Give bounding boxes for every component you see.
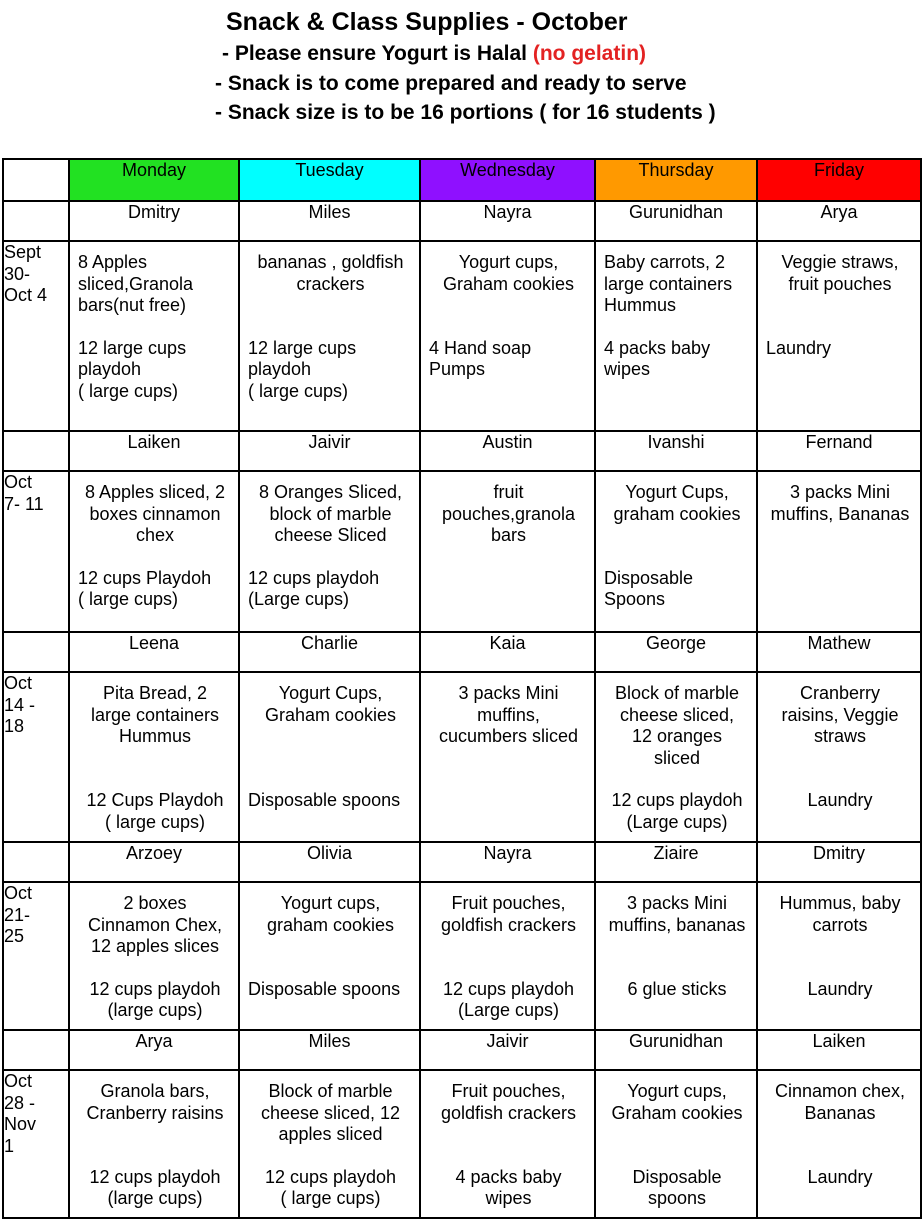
- snack-text: 8 Apples sliced, 2 boxes cinnamon chex: [84, 482, 226, 545]
- student-name: Arya: [69, 1030, 239, 1070]
- assignment-content: [758, 472, 920, 574]
- assignment-cell: [757, 882, 921, 1030]
- name-row: [3, 632, 921, 672]
- snack-text: fruit pouches,granola bars: [441, 482, 576, 545]
- cell-gap: [78, 748, 232, 791]
- student-name: Dmitry: [757, 842, 921, 882]
- assignment-cell: [420, 1070, 595, 1218]
- supply-text: 12 cups playdoh (Large cups): [248, 567, 380, 609]
- cell-gap: [429, 1124, 588, 1167]
- student-name: Nayra: [420, 201, 595, 241]
- day-header-tuesday: Tuesday: [239, 159, 420, 201]
- cell-gap: [78, 1124, 232, 1167]
- assignment-cell: [69, 471, 239, 632]
- name-row: [3, 842, 921, 882]
- cell-gap: [78, 317, 232, 338]
- cell-gap: [604, 1124, 750, 1167]
- cell-gap: [248, 295, 413, 338]
- snack-text: Pita Bread, 2 large containers Hummus: [90, 683, 220, 746]
- snack-text: Veggie straws, fruit pouches: [781, 252, 899, 294]
- cell-gap: [766, 748, 914, 791]
- assignment-content: [421, 472, 594, 574]
- student-name: Jaivir: [420, 1030, 595, 1070]
- student-name: Mathew: [757, 632, 921, 672]
- day-header-friday: Friday: [757, 159, 921, 201]
- week-row: [3, 672, 921, 842]
- week-dates: Oct 14 - 18: [3, 672, 69, 842]
- cell-gap: [429, 547, 588, 568]
- snack-text: Baby carrots, 2 large containers Hummus: [604, 252, 733, 315]
- student-name: Fernand: [757, 431, 921, 471]
- student-name: Ivanshi: [595, 431, 757, 471]
- cell-gap: [248, 547, 413, 568]
- supply-text: 4 packs baby wipes: [604, 337, 711, 379]
- cell-gap: [78, 547, 232, 568]
- assignment-content: [758, 883, 920, 1006]
- week-row: [3, 241, 921, 431]
- assignment-cell: [239, 672, 420, 842]
- day-header-monday: Monday: [69, 159, 239, 201]
- snack-text: 3 packs Mini muffins, bananas: [608, 893, 746, 935]
- snack-text: 8 Oranges Sliced, block of marble cheese Sliced: [258, 482, 403, 545]
- cell-gap: [248, 936, 413, 979]
- name-row: [3, 1030, 921, 1070]
- assignment-cell: [595, 241, 757, 431]
- student-name: Arzoey: [69, 842, 239, 882]
- assignment-cell: [757, 1070, 921, 1218]
- snack-text: Cranberry raisins, Veggie straws: [781, 683, 899, 746]
- week-dates: Oct 28 - Nov 1: [3, 1070, 69, 1218]
- day-header-row: [3, 159, 921, 201]
- assignment-cell: [69, 1070, 239, 1218]
- assignment-cell: [420, 882, 595, 1030]
- assignment-cell: [757, 672, 921, 842]
- assignment-cell: [69, 672, 239, 842]
- snack-text: 3 packs Mini muffins, cucumbers sliced: [438, 683, 579, 746]
- week-row: [3, 471, 921, 632]
- assignment-content: [240, 242, 419, 408]
- schedule-table: [2, 158, 922, 1219]
- header: [0, 0, 922, 158]
- assignment-cell: [239, 1070, 420, 1218]
- assignment-content: [758, 673, 920, 818]
- cell-gap: [766, 295, 914, 338]
- cell-gap: [766, 525, 914, 568]
- assignment-content: [596, 673, 756, 839]
- snack-text: 2 boxes Cinnamon Chex, 12 apples slices: [87, 893, 223, 956]
- name-row-blank: [3, 632, 69, 672]
- note-halal-red: (no gelatin): [532, 42, 647, 65]
- cell-gap: [429, 936, 588, 979]
- note-prepared: - Snack is to come prepared and ready to serve: [215, 72, 687, 95]
- assignment-cell: [757, 471, 921, 632]
- name-row: [3, 431, 921, 471]
- assignment-content: [70, 242, 238, 408]
- cell-gap: [604, 525, 750, 568]
- week-row: [3, 882, 921, 1030]
- assignment-content: [240, 1071, 419, 1216]
- snack-text: Cinnamon chex, Bananas: [774, 1081, 906, 1123]
- assignment-cell: [420, 672, 595, 842]
- supply-text: 12 cups Playdoh ( large cups): [78, 567, 212, 609]
- student-name: Kaia: [420, 632, 595, 672]
- supply-text: Disposable spoons: [248, 790, 401, 810]
- student-name: Miles: [239, 201, 420, 241]
- week-dates: Oct 21- 25: [3, 882, 69, 1030]
- name-row-blank: [3, 431, 69, 471]
- snack-text: Hummus, baby carrots: [779, 893, 901, 935]
- name-row-blank: [3, 842, 69, 882]
- assignment-content: [240, 883, 419, 1006]
- name-row-blank: [3, 201, 69, 241]
- assignment-cell: [595, 471, 757, 632]
- assignment-content: [596, 883, 756, 1006]
- snack-text: 8 Apples sliced,Granola bars(nut free): [78, 252, 194, 315]
- assignment-content: [596, 242, 756, 387]
- assignment-cell: [239, 882, 420, 1030]
- cell-gap: [766, 1124, 914, 1167]
- day-header-thursday: Thursday: [595, 159, 757, 201]
- supply-text: 12 cups playdoh (Large cups): [611, 790, 743, 832]
- assignment-cell: [239, 471, 420, 632]
- student-name: Dmitry: [69, 201, 239, 241]
- student-name: Arya: [757, 201, 921, 241]
- student-name: Charlie: [239, 632, 420, 672]
- snack-text: Yogurt cups, Graham cookies: [611, 1081, 743, 1123]
- cell-gap: [429, 748, 588, 791]
- supply-text: 12 cups playdoh (large cups): [89, 978, 221, 1020]
- assignment-content: [70, 883, 238, 1028]
- supply-text: 4 Hand soap Pumps: [429, 337, 532, 379]
- snack-text: 3 packs Mini muffins, Bananas: [770, 482, 910, 524]
- assignment-cell: [420, 471, 595, 632]
- snack-text: Fruit pouches, goldfish crackers: [440, 1081, 577, 1123]
- snack-text: Granola bars, Cranberry raisins: [86, 1081, 224, 1123]
- cell-gap: [429, 295, 588, 338]
- supply-text: Disposable spoons: [632, 1166, 722, 1208]
- snack-text: Fruit pouches, goldfish crackers: [440, 893, 577, 935]
- student-name: Austin: [420, 431, 595, 471]
- snack-text: Yogurt Cups, Graham cookies: [264, 683, 397, 725]
- assignment-cell: [420, 241, 595, 431]
- corner-cell: [3, 159, 69, 201]
- snack-text: Block of marble cheese sliced, 12 apples sliced: [260, 1081, 401, 1144]
- assignment-content: [70, 472, 238, 617]
- assignment-content: [421, 883, 594, 1028]
- assignment-cell: [595, 672, 757, 842]
- supply-text: 12 cups playdoh ( large cups): [264, 1166, 397, 1208]
- note-halal-text: - Please ensure Yogurt is Halal: [222, 42, 533, 65]
- assignment-content: [596, 472, 756, 617]
- name-row-blank: [3, 1030, 69, 1070]
- cell-gap: [248, 1146, 413, 1167]
- snack-text: bananas , goldfish crackers: [257, 252, 404, 294]
- week-dates: Sept 30- Oct 4: [3, 241, 69, 431]
- assignment-content: [240, 673, 419, 818]
- cell-gap: [604, 769, 750, 790]
- supply-text: Laundry: [766, 337, 832, 358]
- student-name: Jaivir: [239, 431, 420, 471]
- snack-text: Block of marble cheese sliced, 12 oranges sliced: [614, 683, 740, 768]
- student-name: Nayra: [420, 842, 595, 882]
- student-name: Ziaire: [595, 842, 757, 882]
- assignment-cell: [69, 241, 239, 431]
- assignment-content: [240, 472, 419, 617]
- supply-text: 12 cups playdoh (Large cups): [442, 978, 575, 1020]
- supply-text: 4 packs baby wipes: [455, 1166, 562, 1208]
- day-header-wednesday: Wednesday: [420, 159, 595, 201]
- student-name: Miles: [239, 1030, 420, 1070]
- supply-text: 12 large cups playdoh ( large cups): [78, 337, 187, 401]
- supply-text: 12 large cups playdoh ( large cups): [248, 337, 357, 401]
- student-name: Olivia: [239, 842, 420, 882]
- supply-text: Disposable Spoons: [604, 567, 694, 609]
- supply-text: 6 glue sticks: [627, 978, 727, 999]
- cell-gap: [78, 958, 232, 979]
- week-dates: Oct 7- 11: [3, 471, 69, 632]
- supply-text: 12 Cups Playdoh ( large cups): [86, 790, 224, 832]
- assignment-content: [758, 242, 920, 365]
- assignment-content: [421, 673, 594, 796]
- snack-text: Yogurt cups, graham cookies: [266, 893, 395, 935]
- cell-gap: [604, 317, 750, 338]
- assignment-cell: [757, 241, 921, 431]
- week-row: [3, 1070, 921, 1218]
- assignment-content: [421, 1071, 594, 1216]
- assignment-content: [758, 1071, 920, 1194]
- assignment-cell: [595, 882, 757, 1030]
- assignment-content: [70, 673, 238, 839]
- student-name: Gurunidhan: [595, 201, 757, 241]
- student-name: Gurunidhan: [595, 1030, 757, 1070]
- name-row: [3, 201, 921, 241]
- student-name: Leena: [69, 632, 239, 672]
- student-name: Laiken: [757, 1030, 921, 1070]
- note-halal: [222, 42, 646, 66]
- cell-gap: [766, 936, 914, 979]
- assignment-content: [596, 1071, 756, 1216]
- assignment-cell: [69, 882, 239, 1030]
- page-title: Snack & Class Supplies - October: [226, 8, 628, 36]
- note-portions: - Snack size is to be 16 portions ( for 16 students ): [215, 101, 716, 124]
- cell-gap: [604, 936, 750, 979]
- supply-text: Laundry: [807, 790, 873, 810]
- student-name: George: [595, 632, 757, 672]
- assignment-cell: [239, 241, 420, 431]
- supply-text: 12 cups playdoh (large cups): [89, 1166, 221, 1208]
- snack-text: Yogurt cups, Graham cookies: [442, 252, 575, 294]
- assignment-cell: [595, 1070, 757, 1218]
- cell-gap: [248, 726, 413, 790]
- assignment-content: [70, 1071, 238, 1216]
- assignment-content: [421, 242, 594, 387]
- snack-text: Yogurt Cups, graham cookies: [613, 482, 741, 524]
- supply-text: Disposable spoons: [248, 978, 401, 999]
- supply-text: Laundry: [807, 978, 873, 999]
- supply-text: Laundry: [807, 1166, 873, 1187]
- student-name: Laiken: [69, 431, 239, 471]
